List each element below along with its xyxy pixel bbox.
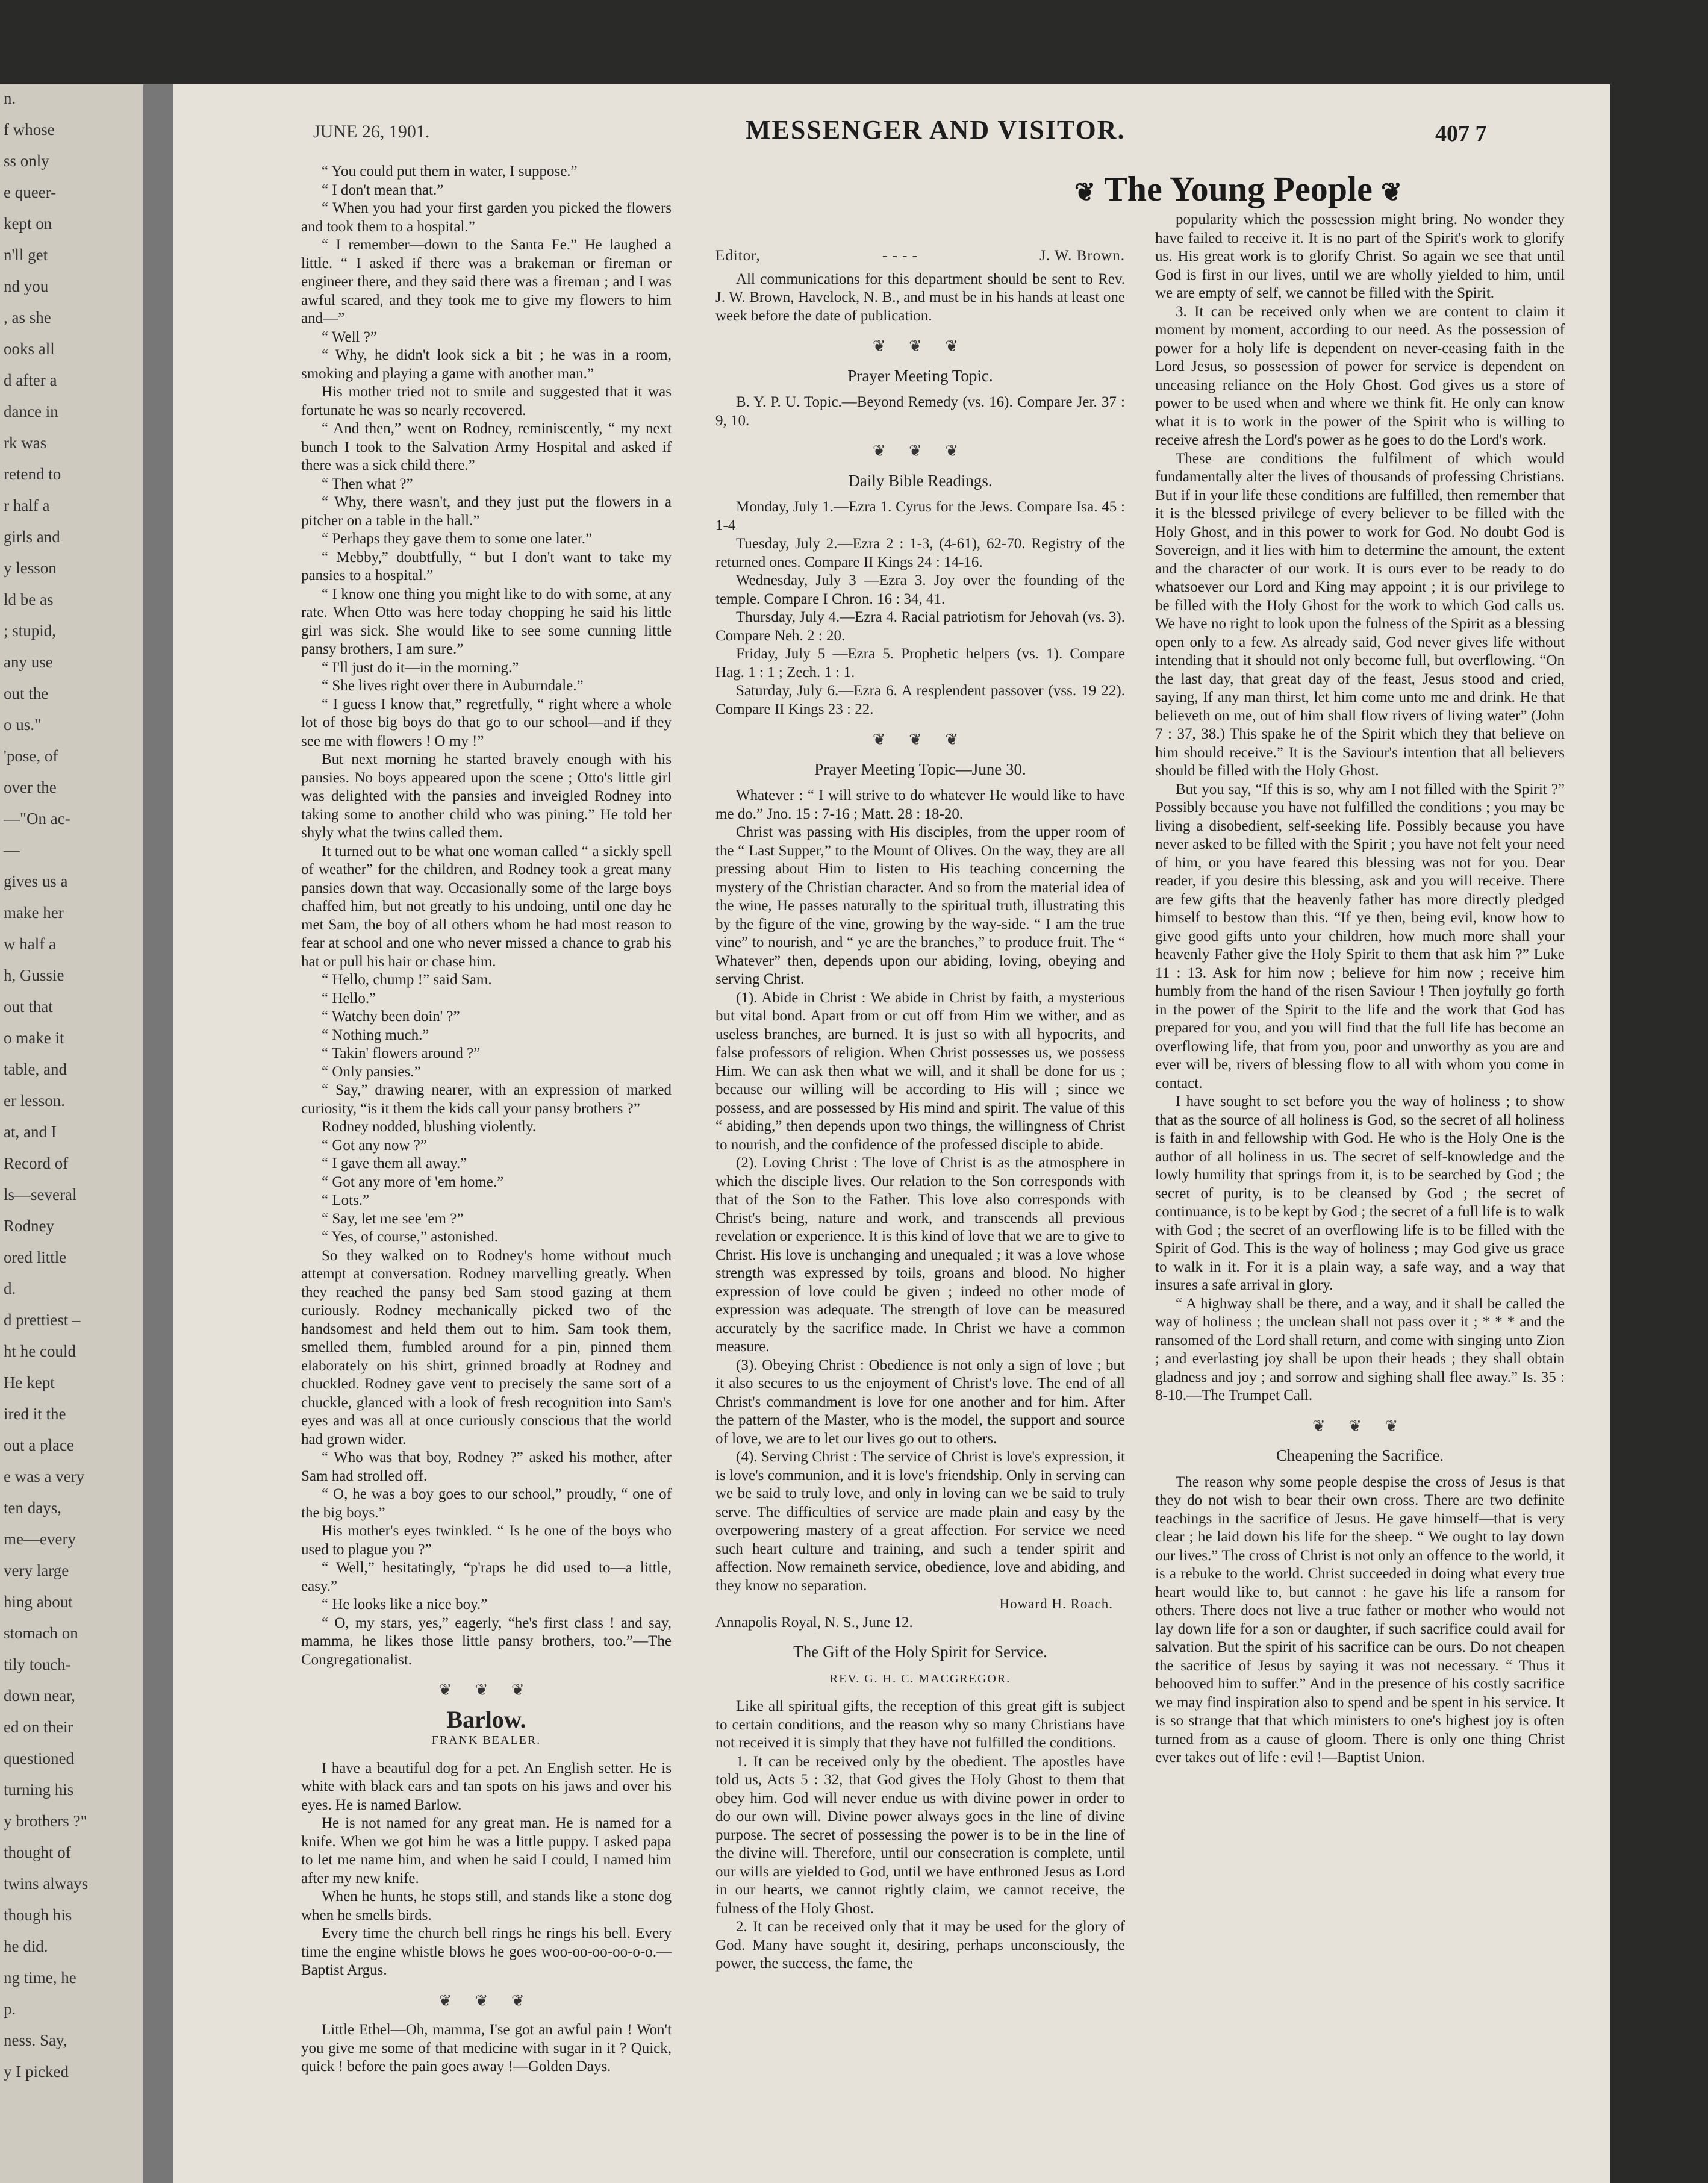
ornament-icon: ❦ — [1380, 179, 1403, 207]
fragment-line: Rodney — [4, 1217, 54, 1235]
fragment-line: out that — [4, 998, 53, 1016]
fragment-line: turning his — [4, 1781, 74, 1799]
paragraph: So they walked on to Rodney's home without much attempt at conversation. Rodney marvelling greatly. When they reached the pansy bed Sam stood gazing at them curiously. Rodney mechanically picked two of the handsomest and held them out to him. Sam took them, smelled them, fumbled around for a pin, pinned them elaborately on his shirt, grinned broadly at Rodney and chuckled. Rodney gave vent to precisely the same sort of a chuckle, glanced with a look of fresh recognition into Sam's eyes and was all at once curiously conscious that the world had grown wider. — [301, 1247, 672, 1448]
fragment-line: y lesson — [4, 559, 57, 577]
heading-gift-holy-spirit: The Gift of the Holy Spirit for Service. — [793, 1643, 1047, 1661]
section-separator: ❦ ❦ ❦ — [438, 1991, 534, 2010]
heading-prayer-meeting: Prayer Meeting Topic. — [847, 366, 993, 385]
section-title — [967, 169, 1509, 209]
fragment-line: r half a — [4, 496, 50, 514]
ornament-icon: ❦ — [1074, 179, 1096, 207]
fragment-line: h, Gussie — [4, 966, 64, 984]
fragment-line: ed on their — [4, 1718, 73, 1736]
paragraph: Christ was passing with His disciples, from the upper room of the “ Last Supper,” to the Mount of Olives. On the way, they are all pressing about Him to listen to His teaching concerning the mystery of the Christian character. And so from the material idea of the wine, He passes naturally to the spiritual truth, illustrating this by the figure of the vine, growing by the way-side. “ I am the true vine” to nourish, and “ ye are the branches,” to produce fruit. The “ Whatever” then, depends upon our abiding, loving, obeying and serving Christ. — [715, 824, 1125, 987]
paragraph: “ Then what ?” — [322, 475, 413, 492]
paragraph: “ Only pansies.” — [322, 1063, 421, 1080]
prayer-topic-article — [715, 787, 1125, 1595]
column-story — [301, 163, 672, 2076]
paragraph: “ You could put them in water, I suppose.” — [322, 163, 578, 180]
paragraph: “ I don't mean that.” — [322, 181, 444, 198]
fragment-line: out the — [4, 684, 49, 702]
fragment-line: —"On ac- — [4, 810, 70, 828]
header-date: JUNE 26, 1901. — [313, 122, 430, 142]
paragraph: “ He looks like a nice boy.” — [322, 1596, 488, 1613]
column-young-people — [715, 247, 1125, 1973]
fragment-line: over the — [4, 778, 57, 796]
editor-notice: All communications for this department should be sent to Rev. J. W. Brown, Havelock, N. B., and must be in his hands at least one week before the date of publication. — [715, 270, 1125, 324]
paragraph: I have sought to set before you the way of holiness ; to show that as the source of all holiness is God, so the secret of all holiness is faith in and fellowship with God. He who is the Holy One is the author of all holiness in us. The secret of self-knowledge and the lowly humility that springs from it, is to be searched by God ; the secret of purity, is to be cleansed by God ; the secret of continuance, is to be kept by God ; the secret of a full life is to walk with God ; the secret of an overflowing life is to be filled with the Spirit of God. This is the way of holiness ; may God give us grace to walk in it. For it is a plain way, a safe way, and a way that insures a safe arrival in glory. — [1155, 1093, 1565, 1293]
paragraph: “ I gave them all away.” — [322, 1155, 467, 1172]
page-gutter — [143, 84, 173, 2183]
ethel-paragraph: Little Ethel—Oh, mamma, I'se got an awful pain ! Won't you give me some of that medicine with sugar in it ? Quick, quick ! before the pain goes away !—Golden Days. — [301, 2022, 672, 2075]
fragment-line: out a place — [4, 1436, 74, 1454]
fragment-line: ht he could — [4, 1342, 76, 1360]
fragment-line: ls—several — [4, 1185, 77, 1204]
header-page-number: 407 7 — [1435, 121, 1487, 146]
fragment-line: w half a — [4, 935, 56, 953]
fragment-line: n'll get — [4, 246, 48, 264]
heading-daily-readings: Daily Bible Readings. — [848, 471, 993, 490]
fragment-line: any use — [4, 653, 53, 671]
paragraph: (1). Abide in Christ : We abide in Christ by faith, a mysterious but vital bond. Apart from or cut off from Him we wither, and as useless branches, are burned. It is just so with all hypocrits, and false professors of religion. When Christ possesses us, we possess Him. We can ask then what we will, and it shall be done for us ; because our willing will be according to His will ; since we possess, and are possessed by His mind and spirit. The value of this “ abiding,” then depends upon two things, the willingness of Christ to nourish, and the confidence of the professed disciple to abide. — [715, 989, 1125, 1153]
paragraph: But next morning he started bravely enough with his pansies. No boys appeared upon the scene ; Otto's little girl was delighted with the pansies and inveigled Rodney into taking some to another child who was pining.” He told her shyly what the twins called them. — [301, 751, 672, 841]
cheapening-article — [1155, 1473, 1565, 1767]
fragment-line: ld be as — [4, 590, 54, 608]
fragment-line: down near, — [4, 1687, 75, 1705]
section-separator: ❦ ❦ ❦ — [1312, 1417, 1408, 1435]
fragment-line: make her — [4, 904, 64, 922]
fragment-line: he did. — [4, 1937, 48, 1955]
fragment-line: very large — [4, 1561, 69, 1579]
paragraph: popularity which the possession might bring. No wonder they have failed to receive it. It is no part of the Spirit's work to glorify us. His great work is to glorify Christ. So again we see that until God is first in our lives, until we are wholly yielded to him, until we are empty of self, we cannot be filled with the Spirit. — [1155, 211, 1565, 301]
paragraph: Like all spiritual gifts, the reception of this great gift is subject to certain conditions, and the reason why so many Christians have not received it is simply that they have not fulfilled the conditions. — [715, 1698, 1125, 1751]
fragment-line: ness. Say, — [4, 2031, 67, 2049]
fragment-line: d after a — [4, 371, 57, 389]
paragraph: “ Mebby,” doubtfully, “ but I don't want to take my pansies to a hospital.” — [301, 549, 672, 584]
fragment-line: retend to — [4, 465, 61, 483]
fragment-line: nd you — [4, 277, 49, 295]
gift-byline: REV. G. H. C. MACGREGOR. — [829, 1672, 1011, 1685]
fragment-line: e queer- — [4, 183, 57, 201]
paragraph: 1. It can be received only by the obedient. The apostles have told us, Acts 5 : 32, that God gives the Holy Ghost to them that obey him. God will never endue us with divine power in order to do our own will. Divine power always goes in the line of divine purpose. The secret of possessing the power is to be in the line of the divine will. Therefore, until our consecration is complete, until our wills are yielded to God, until we have enthroned Jesus as Lord in our hearts, we cannot rightly claim, we cannot receive, the fulness of the Holy Ghost. — [715, 1753, 1125, 1917]
author-signoff: Howard H. Roach. — [999, 1596, 1113, 1611]
fragment-line: table, and — [4, 1060, 67, 1078]
fragment-line: ored little — [4, 1248, 67, 1266]
editor-name: J. W. Brown. — [1039, 248, 1125, 264]
fragment-line: me—every — [4, 1530, 76, 1548]
section-separator: ❦ ❦ ❦ — [872, 731, 968, 748]
fragment-line: , as she — [4, 308, 51, 326]
paragraph: “ Watchy been doin' ?” — [322, 1008, 460, 1025]
paragraph: These are conditions the fulfilment of which would fundamentally alter the lives of thousands of professing Christians. But if in your life these conditions are fulfilled, then remember that it is the blessed privilege of every believer to be filled with the Holy Ghost, and in this power to work for God. No doubt God is Sovereign, and it lies with him to determine the amount, the extent and the character of our work. It is ours ever to be ready to do whatsoever our Lord and King may appoint ; it is our privilege to be filled with the Holy Ghost for the work to which God calls us. We have no right to look upon the fulness of the Spirit as a blessing open only to a few. As already said, God never gives life without intending that it should not only become full, but overflowing. “On the last day, that great day of the feast, Jesus stood and cried, saying, If any man thirst, let him come unto me and drink. He that believeth on me, out of him shall flow rivers of living water” (John 7 : 37, 38.) This spake he of the Spirit which they that believe on him should receive.” It is the Saviour's intention that all believers should be filled with the Holy Ghost. — [1155, 450, 1565, 779]
paragraph: Wednesday, July 3 —Ezra 3. Joy over the founding of the temple. Compare I Chron. 16 : 34, 41. — [715, 572, 1125, 607]
fragment-line: 'pose, of — [4, 747, 58, 765]
dateline: Annapolis Royal, N. S., June 12. — [715, 1614, 913, 1631]
fragment-line: d prettiest – — [4, 1311, 81, 1329]
paragraph: (4). Serving Christ : The service of Christ is love's expression, it is love's communion, and it is love's friendship. Only in serving can we be said to truly love, and only in loving can we be said to truly serve. The difficulties of service are made plain and easy by the overpowering mastery of a great affection. For service we need such heart culture and training, and such a tender spirit and affection. Now remaineth service, obedience, love and abiding, and they know no separation. — [715, 1449, 1125, 1594]
paragraph: 3. It can be received only when we are content to claim it moment by moment, according to our need. As the possession of power for a holy life is dependent on never-ceasing faith in the Lord Jesus, so possession of power for service is dependent on unceasing reliance on the Holy Ghost. God gives us a store of power to be used when and where we think fit. He only can know what it is to work in the power of the Spirit who is willing to receive afresh the Lord's power as he goes to do the Lord's work. — [1155, 303, 1565, 448]
paragraph: 2. It can be received only that it may be used for the glory of God. Many have sought it, desiring, perhaps unconsciously, the power, the success, the fame, the — [715, 1919, 1125, 1972]
editor-dashes: - - - - — [882, 248, 918, 264]
fragment-line: p. — [4, 2000, 16, 2018]
paragraph: “ A highway shall be there, and a way, and it shall be called the way of holiness ; the unclean shall not pass over it ; * * * and the ransomed of the Lord shall return, and come with singing unto Zion ; and everlasting joy shall be upon their heads ; they shall obtain gladness and joy ; and sorrow and sighing shall flee away.” Is. 35 : 8-10.—The Trumpet Call. — [1155, 1295, 1565, 1404]
fragment-line: ooks all — [4, 340, 55, 358]
paragraph: “ Well,” hesitatingly, “p'raps he did used to—a little, easy.” — [301, 1560, 672, 1594]
fragment-line: questioned — [4, 1749, 74, 1767]
paragraph: “ Who was that boy, Rodney ?” asked his mother, after Sam had strolled off. — [301, 1449, 672, 1484]
paragraph: I have a beautiful dog for a pet. An English setter. He is white with black ears and tan spots on his jaws and over his eyes. He is named Barlow. — [301, 1760, 672, 1813]
section-separator: ❦ ❦ ❦ — [438, 1681, 534, 1699]
fragment-line: er lesson. — [4, 1092, 65, 1110]
editor-line — [715, 247, 1125, 266]
paragraph: “ Yes, of course,” astonished. — [322, 1229, 499, 1245]
editor-label: Editor, — [715, 248, 761, 264]
fragment-line: — — [4, 841, 20, 859]
paragraph: (2). Loving Christ : The love of Christ is as the atmosphere in which the disciple lives. Our relation to the Son corresponds with that of the Son to the Father. This love also corresponds with Christ's being, nature and work, and transcends all previous revelation or experience. It is this kind of love that we are to give to Christ. His love is unchanging and unequaled ; it was a love whose strength was expressed by toils, groans and blood. No higher expression of love could be given ; indeed no other mode of expression was adequate. The strength of love can be measured accurately by the sacrifice made. In Christ we have a common measure. — [715, 1155, 1125, 1355]
fragment-line: rk was — [4, 434, 47, 452]
article-title-barlow: Barlow. — [446, 1705, 526, 1733]
heading-prayer-topic: Prayer Meeting Topic—June 30. — [814, 760, 1026, 778]
paragraph: When he hunts, he stops still, and stands like a stone dog when he smells birds. — [301, 1888, 672, 1923]
fragment-line: ss only — [4, 152, 49, 170]
paragraph: Every time the church bell rings he rings his bell. Every time the engine whistle blows he goes woo-oo-oo-oo-o-o.—Baptist Argus. — [301, 1925, 672, 1978]
fragment-line: ng time, he — [4, 1969, 76, 1987]
paragraph: “ O, my stars, yes,” eagerly, “he's first class ! and say, mamma, he likes those little pansy brothers, too.”—The Congregationalist. — [301, 1614, 672, 1668]
fragment-line: y brothers ?" — [4, 1812, 87, 1830]
paragraph: “ I'll just do it—in the morning.” — [322, 659, 519, 676]
heading-cheapening-sacrifice: Cheapening the Sacrifice. — [1276, 1446, 1444, 1464]
fragment-line: o make it — [4, 1029, 64, 1047]
fragment-line: twins always — [4, 1875, 89, 1893]
fragment-line: gives us a — [4, 872, 68, 890]
paragraph: “ O, he was a boy goes to our school,” proudly, “ one of the big boys.” — [301, 1486, 672, 1521]
paragraph: “ Takin' flowers around ?” — [322, 1045, 481, 1061]
paragraph: “ I remember—down to the Santa Fe.” He laughed a little. “ I asked if there was a brakeman or fireman or engineer there, and they said there was a fireman ; and I was awful scared, and they took me to give my flowers to him and—” — [301, 237, 672, 326]
fragment-line: thought of — [4, 1843, 71, 1861]
fragment-line: though his — [4, 1906, 72, 1924]
paragraph: “ Say,” drawing nearer, with an expression of marked curiosity, “is it them the kids call your pansy brothers ?” — [301, 1082, 672, 1117]
fragment-line: d. — [4, 1279, 16, 1298]
fragment-line: dance in — [4, 402, 58, 420]
fragment-line: kept on — [4, 214, 52, 233]
paragraph: (3). Obeying Christ : Obedience is not only a sign of love ; but it also secures to us the enjoyment of Christ's love. The end of all Christ's commandment is love for one another and for him. After the pattern of the Master, who is the model, the support and source of love, we are to let our lives go out to others. — [715, 1357, 1125, 1447]
paragraph: “ When you had your first garden you picked the flowers and took them to a hospital.” — [301, 200, 672, 235]
paragraph: “ Hello.” — [322, 990, 376, 1007]
fragment-line: girls and — [4, 528, 60, 546]
paragraph: Saturday, July 6.—Ezra 6. A resplendent passover (vss. 19 22). Compare II Kings 23 : 22. — [715, 682, 1125, 717]
daily-readings-list — [715, 498, 1125, 719]
article-byline: FRANK BEALER. — [431, 1734, 541, 1747]
paragraph: “ Well ?” — [322, 328, 377, 345]
previous-page-fragment — [0, 84, 143, 2183]
section-separator: ❦ ❦ ❦ — [872, 337, 968, 355]
paragraph: “ Got any now ?” — [322, 1137, 427, 1154]
paragraph: “ I guess I know that,” regretfully, “ right where a whole lot of those big boys do that go to our school—and if they see me with flowers ! O my !” — [301, 696, 672, 749]
prayer-meeting-text: B. Y. P. U. Topic.—Beyond Remedy (vs. 16). Compare Jer. 37 : 9, 10. — [715, 394, 1125, 429]
fragment-line: hing about — [4, 1593, 73, 1611]
paragraph: “ And then,” went on Rodney, reminiscently, “ my next bunch I took to the Salvation Army Hospital and asked if there was a sick child there.” — [301, 420, 672, 473]
section-separator: ❦ ❦ ❦ — [872, 442, 968, 460]
paragraph: “ Say, let me see 'em ?” — [322, 1210, 464, 1227]
fragment-line: f whose — [4, 120, 55, 139]
fragment-line: stomach on — [4, 1624, 78, 1642]
paragraph: Thursday, July 4.—Ezra 4. Racial patriotism for Jehovah (vs. 3). Compare Neh. 2 : 20. — [715, 609, 1125, 644]
running-header — [173, 114, 1610, 151]
fragment-line: ten days, — [4, 1499, 61, 1517]
fragment-line: He kept — [4, 1373, 55, 1391]
paragraph: It turned out to be what one woman called “ a sickly spell of weather” for the children, and Rodney took a great many pansies down that way. Occasionally some of the large boys chaffed him, but not greatly to his undoing, until one day he met Sam, the boy of all others whom he had most reason to fear at school and one who never missed a chance to grab his hat or pull his hair or chase him. — [301, 843, 672, 970]
fragment-line: ; stupid, — [4, 622, 57, 640]
paragraph: “ Why, he didn't look sick a bit ; he was in a room, smoking and playing a game with another man.” — [301, 347, 672, 382]
fragment-line: at, and I — [4, 1123, 57, 1141]
paragraph: His mother's eyes twinkled. “ Is he one of the boys who used to plague you ?” — [301, 1523, 672, 1558]
column-continuation — [1155, 211, 1565, 1767]
paragraph: “ Hello, chump !” said Sam. — [322, 972, 492, 988]
paragraph: Whatever : “ I will strive to do whatever He would like to have me do.” Jno. 15 : 7-16 ; Matt. 28 : 18-20. — [715, 787, 1125, 822]
paragraph: “ Got any more of 'em home.” — [322, 1173, 504, 1190]
fragment-line: n. — [4, 89, 16, 107]
section-title-text: The Young People — [1104, 169, 1373, 208]
fragment-line: ired it the — [4, 1405, 66, 1423]
gift-article-continued — [1155, 211, 1565, 1405]
fragment-line: Record of — [4, 1154, 69, 1172]
pansy-story — [301, 163, 672, 1669]
paragraph: “ Lots.” — [322, 1192, 370, 1208]
gift-article — [715, 1697, 1125, 1973]
paragraph: But you say, “If this is so, why am I not filled with the Spirit ?” Possibly because you have not fulfilled the conditions ; you may be living a disobedient, self-seeking life. Possibly because you have never asked to be filled with the Spirit ; you have not felt your need of him, or you have feared this blessing was not for you. Dear reader, if you desire this blessing, ask and you will receive. There are few gifts that the heavenly father has more directly pledged himself to bestow than this. “If ye then, being evil, know how to give good gifts unto your children, how much more shall your heavenly Father give the Holy Spirit to them that ask him ?” Luke 11 : 13. Ask for him now ; believe for him now ; receive him humbly from the hand of the risen Saviour ! Then joyfully go forth in the power of the Spirit to the life and the work that God has prepared for you, and you will find that the full life has become an overflowing life, that from you, poor and unworthy as you are and ever will be, rivers of blessing flow to all with whom you come in contact. — [1155, 781, 1565, 1092]
fragment-line: tily touch- — [4, 1655, 71, 1673]
paragraph: Rodney nodded, blushing violently. — [322, 1119, 536, 1135]
paragraph: Tuesday, July 2.—Ezra 2 : 1-3, (4-61), 62-70. Registry of the returned ones. Compare II Kings 24 : 14-16. — [715, 536, 1125, 570]
header-title: MESSENGER AND VISITOR. — [746, 115, 1126, 145]
paragraph: His mother tried not to smile and suggested that it was fortunate he was so nearly recovered. — [301, 384, 672, 419]
paragraph: “ Nothing much.” — [322, 1026, 429, 1043]
paragraph: Friday, July 5 —Ezra 5. Prophetic helpers (vs. 1). Compare Hag. 1 : 1 ; Zech. 1 : 1. — [715, 646, 1125, 681]
fragment-line: e was a very — [4, 1467, 85, 1485]
paragraph: “ I know one thing you might like to do with some, at any rate. When Otto was here today chopping he said his little girl was sick. She would like to see some cunning little pansy brothers, I am sure.” — [301, 586, 672, 657]
paragraph: The reason why some people despise the cross of Jesus is that they do not wish to bear their own cross. There are two definite teachings in the sacrifice of Jesus. He gave himself—that is very clear ; he laid down his life for the sheep. “ We ought to lay down our lives.” The cross of Christ is not only an offence to the world, it is a rebuke to the world. Christ succeeded in doing what every true heart would like to, but cannot : he gave his life a ransom for others. There does not live a true father or mother who would not lay down life for a son or daughter, if such sacrifice could avail for salvation. But the spirit of his sacrifice can be ours. Do not cheapen the sacrifice of Jesus by saying it was not necessary. “ Thus it behooved him to suffer.” And in the presence of his costly sacrifice we may find inspiration also to spend and be spent in his service. It is so strange that that which ministers to one's highest joy is often turned from as a cause of gloom. There is only one thing Christ ever takes out of life : evil !—Baptist Union. — [1155, 1473, 1565, 1766]
paragraph: Monday, July 1.—Ezra 1. Cyrus for the Jews. Compare Isa. 45 : 1-4 — [715, 499, 1125, 534]
paragraph: “ Perhaps they gave them to some one later.” — [322, 531, 593, 547]
paragraph: “ She lives right over there in Auburndale.” — [322, 678, 584, 694]
paragraph: He is not named for any great man. He is named for a knife. When we got him he was a little puppy. I asked papa to let me name him, and when he said I could, I named him after my new knife. — [301, 1815, 672, 1887]
newspaper-page — [173, 84, 1610, 2183]
paragraph: “ Why, there wasn't, and they just put the flowers in a pitcher on a table in the hall.” — [301, 494, 672, 529]
fragment-line: o us." — [4, 716, 42, 734]
fragment-line: y I picked — [4, 2063, 69, 2081]
barlow-article — [301, 1760, 672, 1980]
